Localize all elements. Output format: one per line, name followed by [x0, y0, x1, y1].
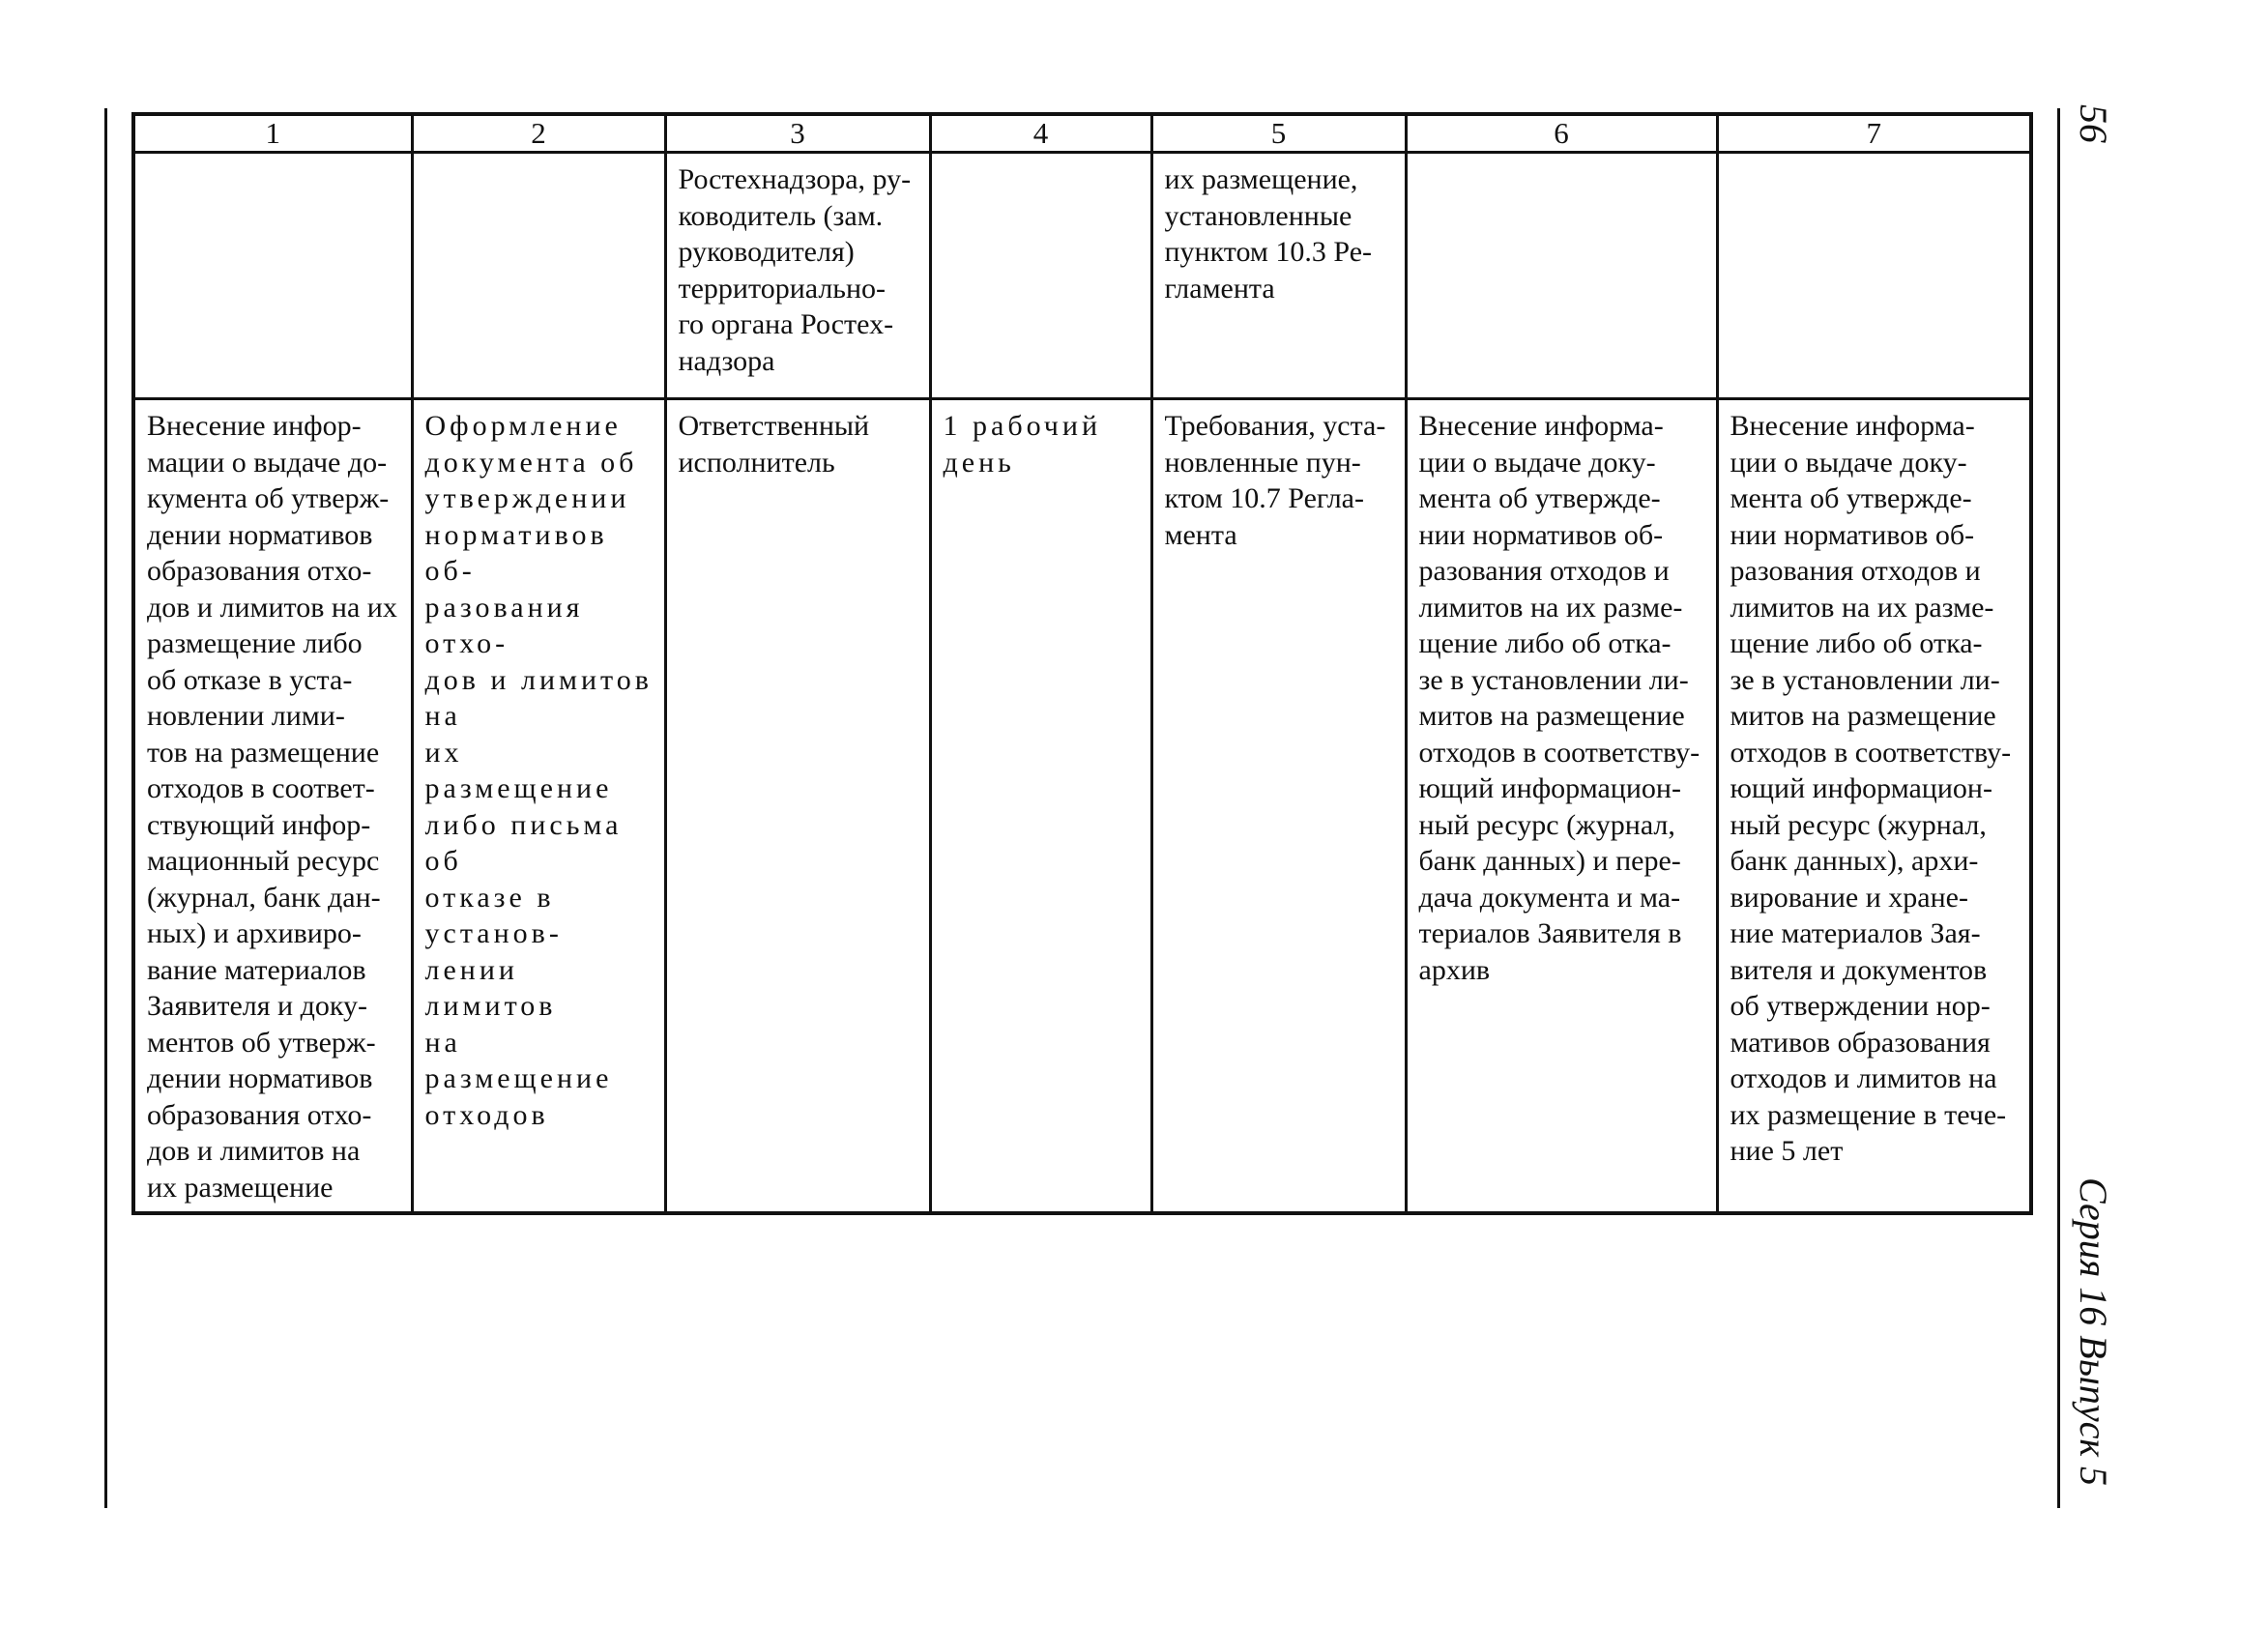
table-cell — [930, 153, 1151, 399]
left-margin-rule — [104, 108, 107, 1508]
table-cell — [133, 153, 412, 399]
table-cell: их размещение, установленные пунктом 10.3 Ре- гламента — [1151, 153, 1406, 399]
table-cell: Внесение инфор- мации о выдаче до- кумента об утверж- дении нормативов образования отхо- дов и лимитов на их размещение либо об отказе в уста- новлении лими- тов на размещение отходов в соответ- ствующий инфор- мационный ресурс (журнал, банк дан- ных) и архивиро- вание материалов Заявителя и доку- ментов об утверж- дении нормативов образования отхо- дов и лимитов на их размещение — [133, 399, 412, 1214]
column-header-5: 5 — [1151, 114, 1406, 153]
regulation-table — [131, 112, 2033, 1215]
right-margin-rule — [2057, 108, 2060, 1508]
table-cell: Ростехнадзора, ру- ководитель (зам. руководителя) территориально- го органа Ростех- надзора — [665, 153, 930, 399]
page-number: 56 — [2072, 104, 2115, 143]
regulation-table-frame — [131, 112, 2033, 1215]
table-cell: Ответственный исполнитель — [665, 399, 930, 1214]
table-cell: Оформление документа об утверждении нормативов об- разования отхо- дов и лимитов на их размещение либо письма об отказе в установ- лении лимитов на размещение отходов — [412, 399, 665, 1214]
table-cell: Внесение информа- ции о выдаче доку- мента об утвержде- нии нормативов об- разования отходов и лимитов на их разме- щение либо об отка- зе в установлении ли- митов на размещение отходов в соответству- ющий информацион- ный ресурс (журнал, банк данных), архи- вирование и хране- ние материалов Зая- вителя и документов об утверждении нор- мативов образования отходов и лимитов на их размещение в тече- ние 5 лет — [1717, 399, 2031, 1214]
column-header-1: 1 — [133, 114, 412, 153]
table-row-continuation — [133, 153, 2031, 399]
table-cell — [1717, 153, 2031, 399]
column-header-2: 2 — [412, 114, 665, 153]
table-row-main — [133, 399, 2031, 1214]
series-label: Серия 16 Выпуск 5 — [2072, 1177, 2115, 1487]
table-cell — [412, 153, 665, 399]
table-cell: Требования, уста- новленные пун- ктом 10.7 Регла- мента — [1151, 399, 1406, 1214]
table-cell: Внесение информа- ции о выдаче доку- мента об утвержде- нии нормативов об- разования отходов и лимитов на их разме- щение либо об отка- зе в установлении ли- митов на размещение отходов в соответству- ющий информацион- ный ресурс (журнал, банк данных) и пере- дача документа и ма- териалов Заявителя в архив — [1406, 399, 1717, 1214]
table-cell — [1406, 153, 1717, 399]
column-header-7: 7 — [1717, 114, 2031, 153]
table-cell: 1 рабочий день — [930, 399, 1151, 1214]
header-row — [133, 114, 2031, 153]
column-header-6: 6 — [1406, 114, 1717, 153]
column-header-3: 3 — [665, 114, 930, 153]
column-header-4: 4 — [930, 114, 1151, 153]
